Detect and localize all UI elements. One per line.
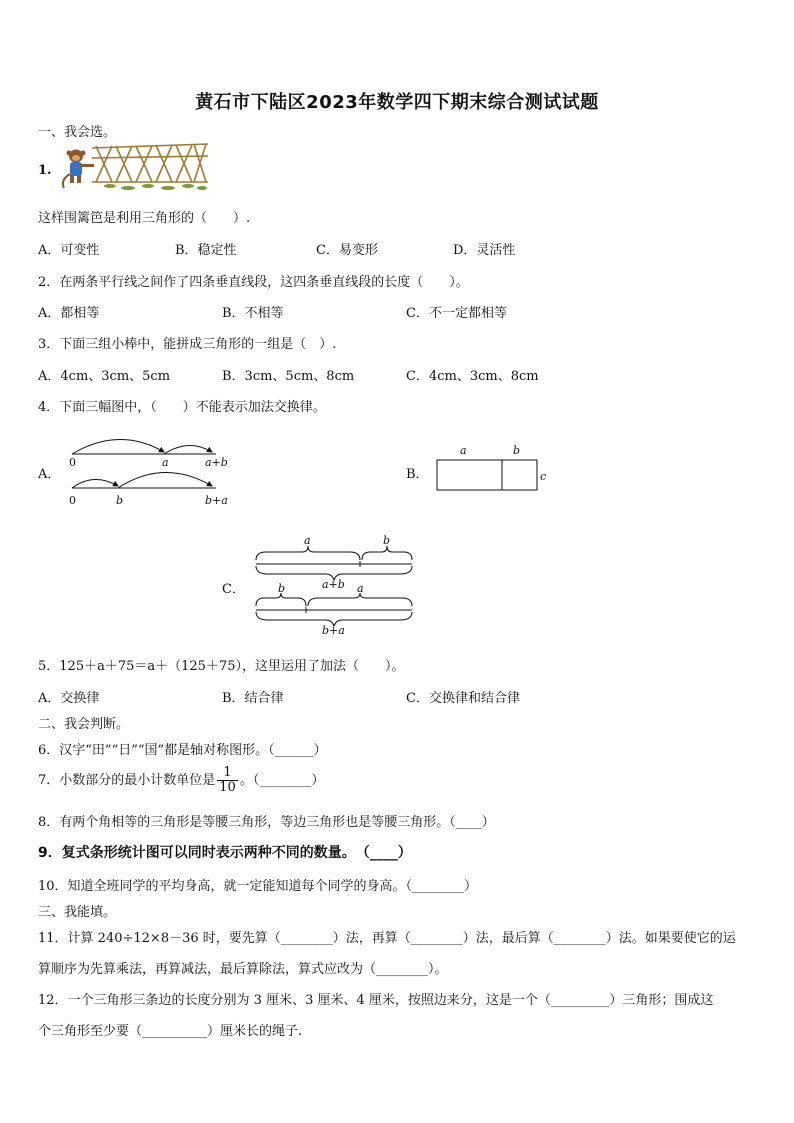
- grass: [104, 184, 207, 190]
- q7-text-after: 。（________）: [239, 773, 325, 788]
- fence-lattice: [92, 144, 208, 182]
- q2-stem: 2．在两条平行线之间作了四条垂直线段，这四条垂直线段的长度（ ）。: [38, 275, 469, 290]
- q12-line-2[interactable]: 个三角形至少要（__________）厘米长的绳子.: [38, 1024, 303, 1039]
- q8-statement[interactable]: 8．有两个角相等的三角形是等腰三角形，等边三角形也是等腰三角形。（____）: [38, 815, 495, 830]
- q7-fraction: $\frac{1}{10}$: [219, 765, 236, 795]
- q1-number: 1.: [38, 163, 52, 178]
- q7-statement[interactable]: [38, 766, 324, 795]
- section-heading-judge: 二、我会判断。: [38, 717, 130, 732]
- section-heading-choose: 一、我会选。: [38, 125, 117, 140]
- q3-stem: 3．下面三组小棒中，能拼成三角形的一组是（ ）.: [38, 337, 337, 352]
- q4-figure-a-number-line: [64, 428, 234, 510]
- q1-option-c[interactable]: C．易变形: [316, 243, 378, 258]
- q3-option-b[interactable]: B．3cm、5cm、8cm: [222, 369, 355, 384]
- fig-b-label-a: a: [460, 444, 467, 457]
- q4-figure-c-braces: [250, 530, 422, 638]
- fig-c-label-b-top: b: [383, 534, 391, 547]
- q11-line-2[interactable]: 算顺序为先算乘法，再算减法，最后算除法，算式应改为（________）。: [38, 962, 448, 977]
- q4-option-a-label[interactable]: A．: [38, 467, 61, 482]
- q12-line-1[interactable]: 12．一个三角形三条边的长度分别为 3 厘米、3 厘米、4 厘米，按照边来分，这是一个（_________）三角形；围成这: [38, 993, 714, 1008]
- q4-option-c-label[interactable]: C．: [222, 582, 245, 597]
- q5-option-a[interactable]: A．交换律: [38, 691, 100, 706]
- page-title: 黄石市下陆区2023年数学四下期末综合测试试题: [195, 92, 599, 113]
- q2-option-c[interactable]: C．不一定都相等: [406, 306, 507, 321]
- fig-a-zero-1: 0: [69, 456, 76, 469]
- q7-text-before: 7．小数部分的最小计数单位是: [38, 773, 216, 788]
- q1-option-b[interactable]: B．稳定性: [175, 243, 237, 258]
- q5-stem: 5．125＋a＋75＝a＋（125＋75），这里运用了加法（ ）。: [38, 659, 405, 674]
- fig-a-zero-2: 0: [69, 494, 76, 507]
- fig-c-label-a-bottom: a: [357, 582, 364, 595]
- q1-stem: 这样围篱笆是利用三角形的（ ）.: [38, 211, 251, 226]
- fig-c-label-sum-1: a+b: [322, 578, 345, 591]
- q1-option-d[interactable]: D．灵活性: [453, 243, 516, 258]
- q2-option-b[interactable]: B．不相等: [222, 306, 284, 321]
- q1-option-a[interactable]: A．可变性: [38, 243, 100, 258]
- q4-figure-b-rectangle: [430, 440, 560, 496]
- q4-stem: 4．下面三幅图中，（ ）不能表示加法交换律。: [38, 400, 326, 415]
- q4-option-b-label[interactable]: B．: [406, 467, 429, 482]
- fig-c-label-sum-2: b+a: [322, 624, 345, 637]
- q11-line-1[interactable]: 11．计算 240÷12×8－36 时，要先算（________）法，再算（________）法，最后算（________）法。如果要使它的运: [38, 931, 736, 946]
- fig-a-label-b: b: [116, 494, 124, 507]
- fig-c-label-a-top: a: [304, 534, 311, 547]
- q3-option-c[interactable]: C．4cm、3cm、8cm: [406, 369, 539, 384]
- fig-a-label-sum-2: b+a: [205, 494, 228, 507]
- fig-b-label-c: c: [540, 470, 547, 483]
- q5-option-b[interactable]: B．结合律: [222, 691, 284, 706]
- fig-c-label-b-bottom: b: [278, 582, 286, 595]
- q9-statement[interactable]: 9．复式条形统计图可以同时表示两种不同的数量。 （____）: [38, 845, 412, 861]
- q5-option-c[interactable]: C．交换律和结合律: [406, 691, 520, 706]
- fence-illustration: [60, 142, 210, 194]
- q6-statement[interactable]: 6．汉字“田”“日”“国”都是轴对称图形。（______）: [38, 743, 327, 758]
- q10-statement[interactable]: 10．知道全班同学的平均身高，就一定能知道每个同学的身高。（________）: [38, 879, 478, 894]
- section-heading-fill: 三、我能填。: [38, 905, 117, 920]
- q2-option-a[interactable]: A．都相等: [38, 306, 100, 321]
- q3-option-a[interactable]: A．4cm、3cm、5cm: [38, 369, 171, 384]
- fig-a-label-sum-1: a+b: [205, 456, 228, 469]
- monkey-figure: [63, 150, 94, 189]
- fig-a-label-a: a: [162, 456, 169, 469]
- fig-b-label-b: b: [513, 444, 521, 457]
